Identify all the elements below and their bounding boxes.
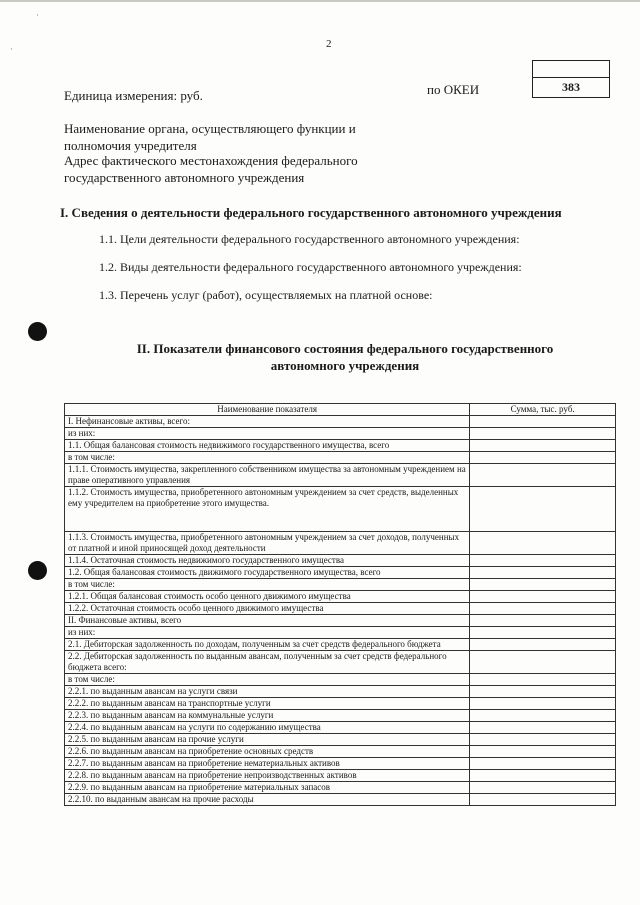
indicator-name-cell: из них: bbox=[65, 627, 470, 639]
sum-cell bbox=[470, 770, 616, 782]
table-row bbox=[65, 639, 616, 651]
table-row bbox=[65, 579, 616, 591]
indicator-name-cell: 2.2.1. по выданным авансам на услуги связи bbox=[65, 686, 470, 698]
table-row bbox=[65, 758, 616, 770]
table-row bbox=[65, 627, 616, 639]
sum-cell bbox=[470, 555, 616, 567]
sum-cell bbox=[470, 428, 616, 440]
table-row bbox=[65, 567, 616, 579]
indicator-name-cell: 2.2.8. по выданным авансам на приобретение непроизводственных активов bbox=[65, 770, 470, 782]
indicator-name-cell: 2.2.6. по выданным авансам на приобретение основных средств bbox=[65, 746, 470, 758]
table-row bbox=[65, 416, 616, 428]
okei-code-box bbox=[532, 60, 610, 98]
indicator-name-cell: 2.2.9. по выданным авансам на приобретение материальных запасов bbox=[65, 782, 470, 794]
indicator-name-cell: в том числе: bbox=[65, 452, 470, 464]
founder-org-line: полномочия учредителя bbox=[64, 138, 197, 153]
scan-top-edge bbox=[0, 0, 640, 2]
table-row bbox=[65, 722, 616, 734]
section-2-title-line: автономного учреждения bbox=[270, 358, 420, 373]
indicator-name-cell: 1.1.1. Стоимость имущества, закрепленного собственником имущества за автономным учреждением на праве оперативного управления bbox=[65, 464, 470, 487]
indicator-name-cell: 2.2. Дебиторская задолженность по выданным авансам, полученным за счет средств федерального бюджета всего: bbox=[65, 651, 470, 674]
page-number: 2 bbox=[326, 38, 332, 50]
section-1-title: I. Сведения о деятельности федерального государственного автономного учреждения bbox=[60, 205, 562, 220]
address-line: государственного автономного учреждения bbox=[64, 170, 305, 185]
sum-cell bbox=[470, 758, 616, 770]
okei-code: 383 bbox=[562, 80, 580, 94]
indicator-name-cell: 2.2.5. по выданным авансам на прочие услуги bbox=[65, 734, 470, 746]
sum-cell bbox=[470, 794, 616, 806]
indicator-name-cell: 1.1. Общая балансовая стоимость недвижимого государственного имущества, всего bbox=[65, 440, 470, 452]
punch-hole bbox=[28, 561, 47, 580]
header-indicator-name: Наименование показателя bbox=[65, 404, 470, 416]
address-label bbox=[64, 152, 358, 186]
unit-label: Единица измерения: руб. bbox=[64, 88, 203, 103]
sum-cell bbox=[470, 651, 616, 674]
code-box-divider bbox=[533, 77, 609, 78]
okei-label: по ОКЕИ bbox=[427, 82, 480, 97]
table-row bbox=[65, 440, 616, 452]
indicator-name-cell: в том числе: bbox=[65, 579, 470, 591]
indicator-name-cell: II. Финансовые активы, всего bbox=[65, 615, 470, 627]
header-sum: Сумма, тыс. руб. bbox=[470, 404, 616, 416]
sum-cell bbox=[470, 734, 616, 746]
table-row bbox=[65, 782, 616, 794]
indicator-name-cell: 1.2.1. Общая балансовая стоимость особо ценного движимого имущества bbox=[65, 591, 470, 603]
sum-cell bbox=[470, 487, 616, 532]
table-row bbox=[65, 464, 616, 487]
table-row bbox=[65, 532, 616, 555]
table-row bbox=[65, 734, 616, 746]
table-row bbox=[65, 487, 616, 532]
table-body bbox=[65, 416, 616, 806]
sum-cell bbox=[470, 416, 616, 428]
table-row bbox=[65, 591, 616, 603]
table-row bbox=[65, 428, 616, 440]
indicator-name-cell: I. Нефинансовые активы, всего: bbox=[65, 416, 470, 428]
indicator-name-cell: 2.2.7. по выданным авансам на приобретение нематериальных активов bbox=[65, 758, 470, 770]
sum-cell bbox=[470, 440, 616, 452]
sum-cell bbox=[470, 579, 616, 591]
section-2-title bbox=[100, 340, 590, 374]
table-header-row bbox=[65, 404, 616, 416]
indicator-name-cell: в том числе: bbox=[65, 674, 470, 686]
sum-cell bbox=[470, 615, 616, 627]
indicator-name-cell: 1.1.2. Стоимость имущества, приобретенного автономным учреждением за счет средств, выделенных ему учредителем на приобретение этого имущества. bbox=[65, 487, 470, 532]
table-row bbox=[65, 686, 616, 698]
table-row bbox=[65, 794, 616, 806]
indicator-name-cell: из них: bbox=[65, 428, 470, 440]
indicator-name-cell: 1.2.2. Остаточная стоимость особо ценного движимого имущества bbox=[65, 603, 470, 615]
founder-org-label bbox=[64, 120, 356, 154]
indicator-name-cell: 2.2.10. по выданным авансам на прочие расходы bbox=[65, 794, 470, 806]
table-row bbox=[65, 674, 616, 686]
sum-cell bbox=[470, 722, 616, 734]
financial-indicators-table bbox=[64, 403, 616, 806]
sum-cell bbox=[470, 710, 616, 722]
table-row bbox=[65, 698, 616, 710]
sum-cell bbox=[470, 639, 616, 651]
indicator-name-cell: 2.2.4. по выданным авансам на услуги по содержанию имущества bbox=[65, 722, 470, 734]
founder-org-line: Наименование органа, осуществляющего функции и bbox=[64, 121, 356, 136]
sum-cell bbox=[470, 698, 616, 710]
scan-speck: · bbox=[36, 10, 39, 20]
table-row bbox=[65, 710, 616, 722]
indicator-name-cell: 2.2.2. по выданным авансам на транспортные услуги bbox=[65, 698, 470, 710]
address-line: Адрес фактического местонахождения федерального bbox=[64, 153, 358, 168]
table-row bbox=[65, 452, 616, 464]
table-row bbox=[65, 651, 616, 674]
indicator-name-cell: 1.2. Общая балансовая стоимость движимого государственного имущества, всего bbox=[65, 567, 470, 579]
section-1-item: 1.1. Цели деятельности федерального государственного автономного учреждения: bbox=[99, 232, 520, 246]
indicator-name-cell: 2.1. Дебиторская задолженность по доходам, полученным за счет средств федерального бюджета bbox=[65, 639, 470, 651]
indicator-name-cell: 1.1.3. Стоимость имущества, приобретенного автономным учреждением за счет доходов, полученных от платной и иной приносящей доход деятельности bbox=[65, 532, 470, 555]
punch-hole bbox=[28, 322, 47, 341]
scan-speck: · bbox=[10, 44, 13, 54]
table-row bbox=[65, 746, 616, 758]
section-1-item: 1.3. Перечень услуг (работ), осуществляемых на платной основе: bbox=[99, 288, 433, 302]
sum-cell bbox=[470, 464, 616, 487]
sum-cell bbox=[470, 603, 616, 615]
sum-cell bbox=[470, 686, 616, 698]
table-row bbox=[65, 615, 616, 627]
indicator-name-cell: 1.1.4. Остаточная стоимость недвижимого государственного имущества bbox=[65, 555, 470, 567]
table-row bbox=[65, 770, 616, 782]
sum-cell bbox=[470, 674, 616, 686]
sum-cell bbox=[470, 782, 616, 794]
sum-cell bbox=[470, 746, 616, 758]
section-2-title-line: II. Показатели финансового состояния федерального государственного bbox=[136, 341, 554, 356]
section-1-item: 1.2. Виды деятельности федерального государственного автономного учреждения: bbox=[99, 260, 522, 274]
table-row bbox=[65, 603, 616, 615]
sum-cell bbox=[470, 532, 616, 555]
sum-cell bbox=[470, 452, 616, 464]
indicator-name-cell: 2.2.3. по выданным авансам на коммунальные услуги bbox=[65, 710, 470, 722]
table-row bbox=[65, 555, 616, 567]
sum-cell bbox=[470, 591, 616, 603]
sum-cell bbox=[470, 627, 616, 639]
sum-cell bbox=[470, 567, 616, 579]
